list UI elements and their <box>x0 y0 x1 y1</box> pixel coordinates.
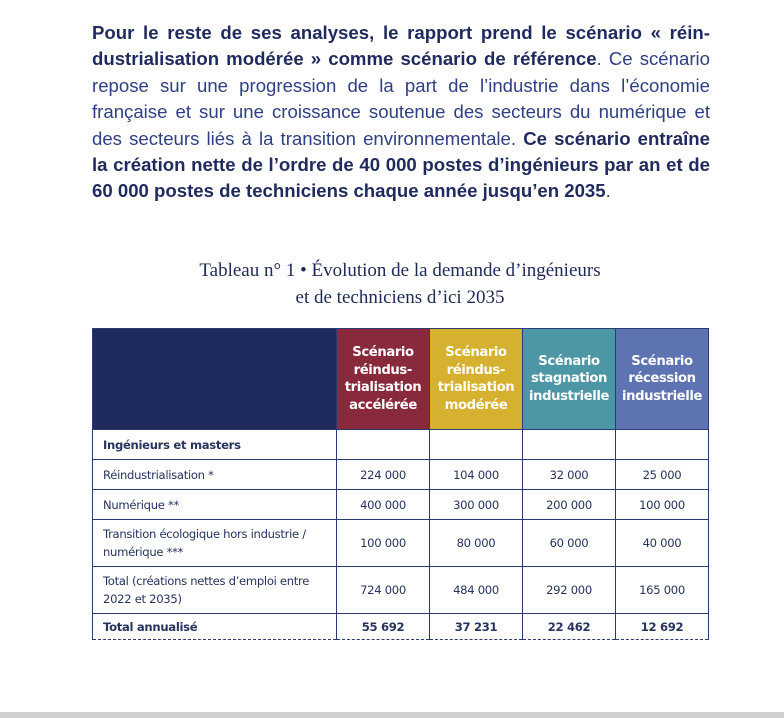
cell-value: 724 000 <box>337 567 430 614</box>
cell-value: 60 000 <box>523 520 616 567</box>
empty-cell <box>523 430 616 460</box>
header-scenario-stagnation: Scénario stagnation industrielle <box>523 329 616 430</box>
cell-value: 25 000 <box>616 460 709 490</box>
empty-cell <box>337 430 430 460</box>
empty-cell <box>616 430 709 460</box>
header-scenario-recession: Scénario récession industrielle <box>616 329 709 430</box>
paragraph-end: . <box>605 180 611 202</box>
row-label: Total annualisé <box>93 614 337 640</box>
cell-value: 200 000 <box>523 490 616 520</box>
total-row <box>93 614 709 640</box>
header-blank-cell <box>93 329 337 430</box>
page-edge <box>0 712 784 718</box>
empty-cell <box>430 430 523 460</box>
cell-value: 32 000 <box>523 460 616 490</box>
row-label: Réindustrialisation * <box>93 460 337 490</box>
cell-value: 37 231 <box>430 614 523 640</box>
intro-paragraph <box>92 20 710 205</box>
table-row <box>93 460 709 490</box>
row-label: Total (créations nettes d’emploi entre 2022 et 2035) <box>93 567 337 614</box>
cell-value: 100 000 <box>337 520 430 567</box>
header-scenario-acceleree: Scénario réindustrialisation accélérée <box>337 329 430 430</box>
cell-value: 165 000 <box>616 567 709 614</box>
row-label: Transition écologique hors industrie / numérique *** <box>93 520 337 567</box>
table-row <box>93 490 709 520</box>
paragraph-bold-outro: Ce scénario entraîne la création nette de l’ordre de 40 000 postes d’ingénieurs par an et de 60 000 postes de techniciens chaque année jusqu’en 2035 <box>92 127 710 202</box>
table-row <box>93 567 709 614</box>
cell-value: 40 000 <box>616 520 709 567</box>
cell-value: 55 692 <box>337 614 430 640</box>
cell-value: 484 000 <box>430 567 523 614</box>
cell-value: 22 462 <box>523 614 616 640</box>
demand-table <box>92 328 709 640</box>
cell-value: 100 000 <box>616 490 709 520</box>
cell-value: 104 000 <box>430 460 523 490</box>
cell-value: 400 000 <box>337 490 430 520</box>
cell-value: 224 000 <box>337 460 430 490</box>
cell-value: 300 000 <box>430 490 523 520</box>
table-caption <box>92 257 708 311</box>
section-label: Ingénieurs et masters <box>93 430 337 460</box>
header-scenario-moderee: Scénario réindustrialisation modérée <box>430 329 523 430</box>
caption-line-1: Tableau n° 1 • Évolution de la demande d’ingénieurs <box>199 260 601 281</box>
caption-line-2: et de techniciens d’ici 2035 <box>295 287 505 308</box>
table-header-row <box>93 329 709 430</box>
paragraph-bold-intro: Pour le reste de ses analyses, le rapport prend le scénario « réindustrialisation modérée » comme scénario de référence <box>92 22 710 70</box>
cell-value: 292 000 <box>523 567 616 614</box>
row-label: Numérique ** <box>93 490 337 520</box>
cell-value: 80 000 <box>430 520 523 567</box>
table-row <box>93 520 709 567</box>
section-row <box>93 430 709 460</box>
cell-value: 12 692 <box>616 614 709 640</box>
paragraph-body: . Ce scénario repose sur une progression de la part de l’industrie dans l’économie française et sur une croissance soutenue des secteurs du numérique et des secteurs liés à la transition environnementale. <box>92 48 710 149</box>
